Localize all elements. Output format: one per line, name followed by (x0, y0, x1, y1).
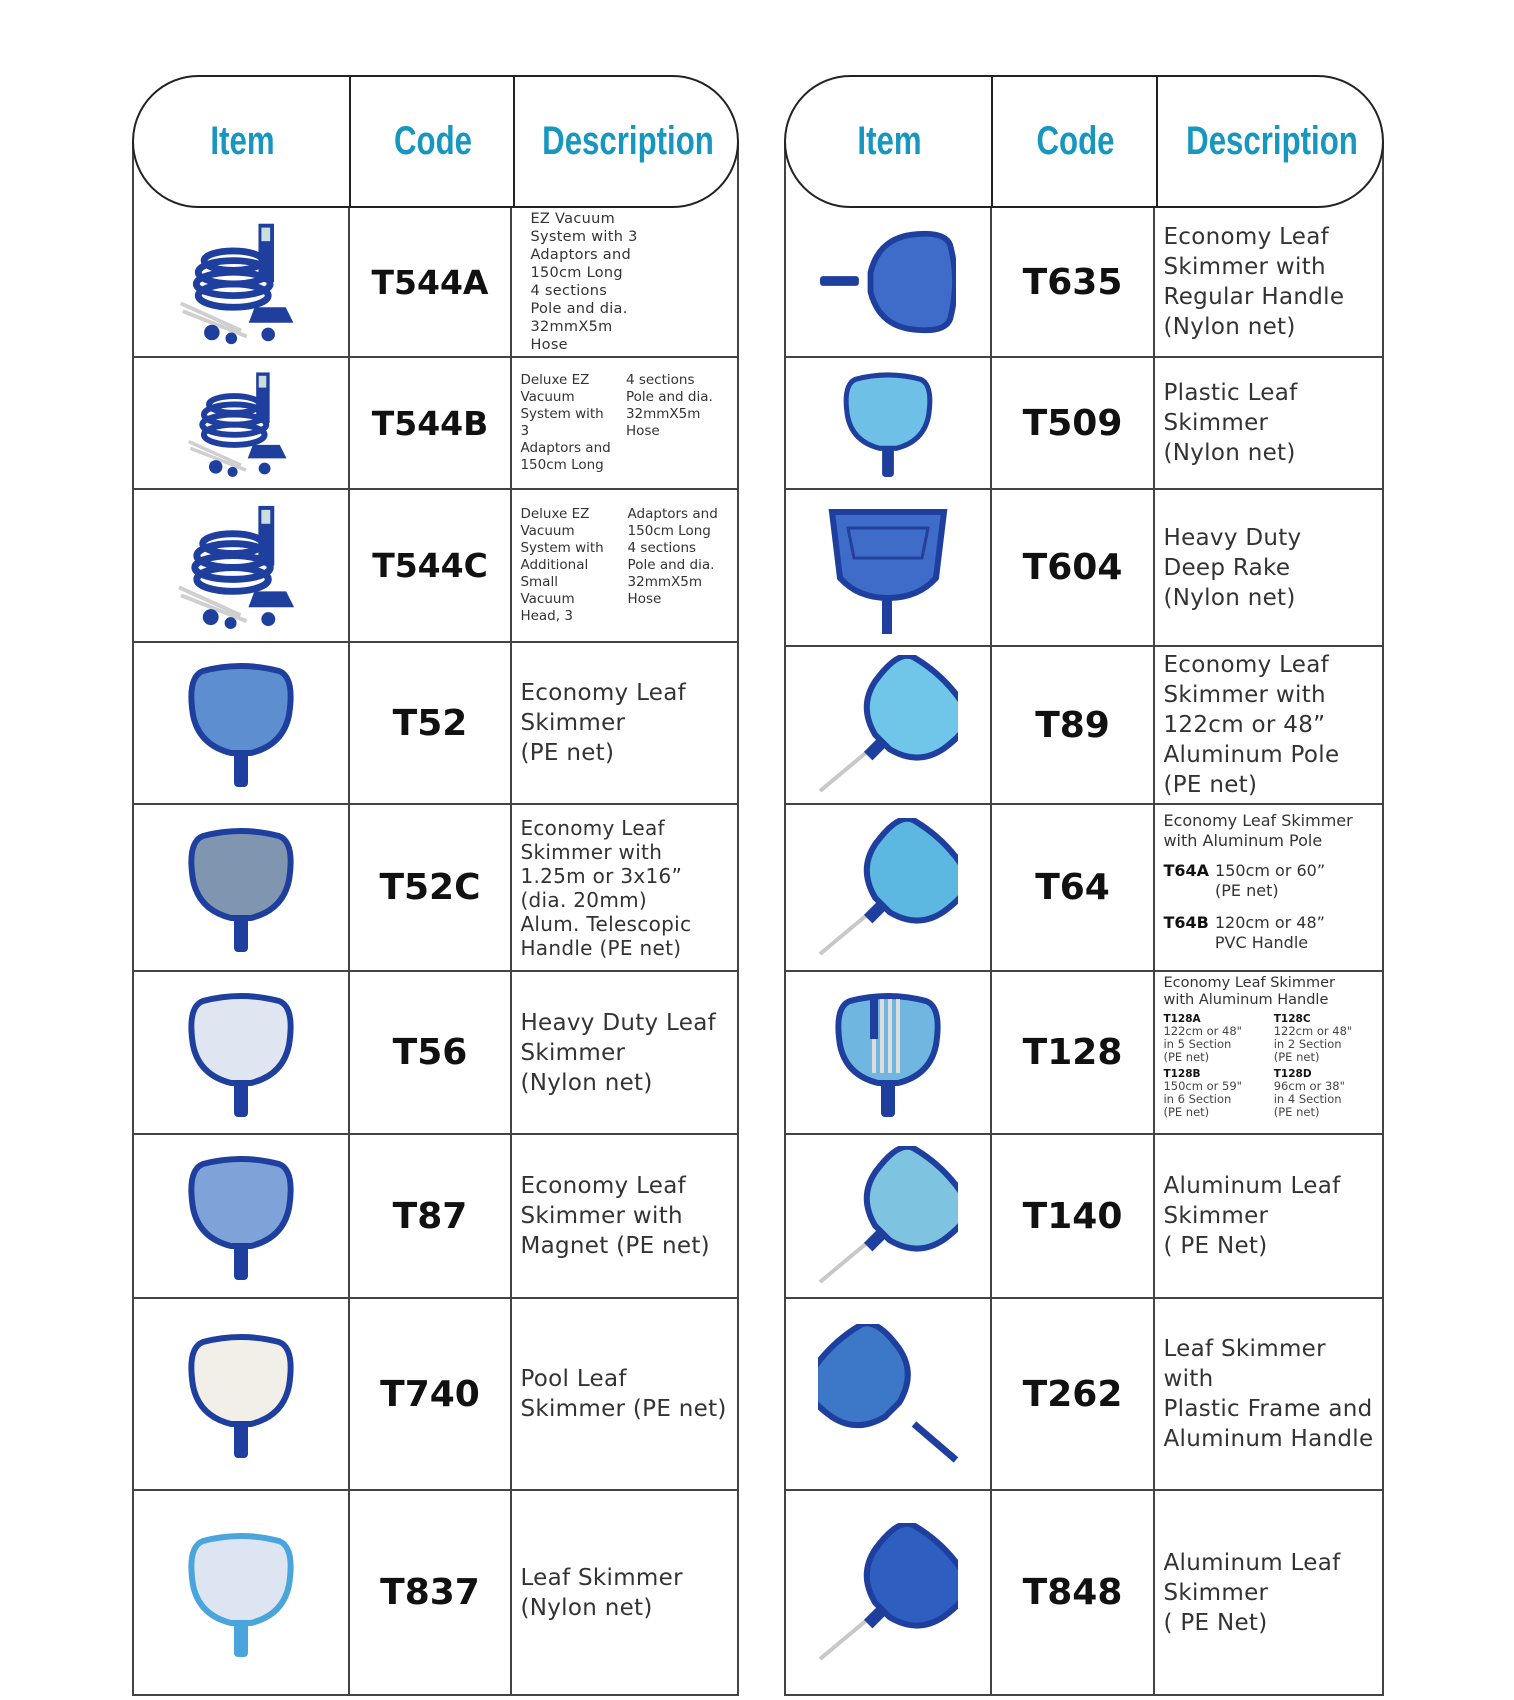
product-description (512, 1491, 737, 1694)
header-item: Item (210, 119, 275, 163)
product-description (1155, 1299, 1382, 1489)
product-description (512, 1135, 737, 1297)
description-text: 4 sections Pole and dia. 32mmX5m Hose (625, 372, 713, 439)
product-code: T262 (992, 1299, 1156, 1489)
product-code: T509 (992, 358, 1156, 488)
product-description (512, 490, 737, 641)
variant-code: T128D (1273, 1068, 1312, 1080)
product-code: T89 (992, 647, 1156, 803)
table-header (132, 75, 739, 208)
header-item: Item (857, 119, 922, 163)
variant-text: 122cm or 48" in 5 Section (PE net) (1163, 1024, 1242, 1064)
product-code: T848 (992, 1491, 1156, 1694)
header-code: Code (394, 119, 472, 163)
description-intro: Economy Leaf Skimmer with Aluminum Pole (1163, 811, 1353, 850)
skimmer-pole-down-right-icon (818, 1324, 958, 1464)
product-description (512, 805, 737, 970)
description-text: Economy Leaf Skimmer (PE net) (520, 680, 687, 766)
skimmer-handle-down-icon (171, 818, 311, 958)
product-description (512, 208, 737, 356)
description-columns (520, 506, 720, 625)
variant-code: T128C (1273, 1013, 1311, 1025)
item-image-cell (786, 1299, 992, 1489)
item-image-cell (134, 490, 350, 641)
product-description (1155, 358, 1382, 488)
product-description (1155, 972, 1382, 1133)
item-image-cell (134, 208, 350, 356)
item-image-cell (786, 1491, 992, 1694)
variant-code: T128B (1163, 1068, 1201, 1080)
skimmer-pole-down-left-icon (818, 1146, 958, 1286)
table-row (786, 490, 1382, 647)
item-image-cell (134, 358, 350, 488)
table-row (786, 1491, 1382, 1696)
variant-list (1163, 975, 1376, 1119)
variant-code: T64B (1163, 913, 1209, 932)
product-description (1155, 1135, 1382, 1297)
table-row (134, 490, 737, 643)
product-code: T635 (992, 208, 1156, 356)
variant-item (1274, 1013, 1376, 1064)
product-code: T52 (350, 643, 513, 803)
description-text: Deluxe EZ Vacuum System with Additional Small Vacuum Head, 3 (520, 506, 604, 624)
header-description: Description (1186, 119, 1358, 163)
variant-item (1163, 861, 1376, 901)
vacuum-kit-icon (173, 214, 309, 350)
table-row (134, 1491, 737, 1696)
product-description (1155, 208, 1382, 356)
table-row (134, 805, 737, 972)
vacuum-kit-icon (171, 496, 310, 635)
variant-item (1163, 1068, 1265, 1119)
description-intro: Economy Leaf Skimmer with Aluminum Handle (1163, 975, 1335, 1008)
description-text: Deluxe EZ Vacuum System with 3 Adaptors and 150cm Long (520, 372, 611, 473)
table-row (786, 972, 1382, 1135)
product-table-left (132, 75, 739, 1696)
item-image-cell (134, 1135, 350, 1297)
variant-code: T128A (1163, 1013, 1201, 1025)
table-row (134, 643, 737, 805)
description-text: Aluminum Leaf Skimmer ( PE Net) (1163, 1173, 1341, 1259)
product-code: T544A (350, 208, 513, 356)
description-text: Economy Leaf Skimmer with 1.25m or 3x16” (dia. 20mm) Alum. Telescopic Handle (PE net) (520, 815, 692, 960)
variant-text: 96cm or 38" in 4 Section (PE net) (1273, 1079, 1345, 1119)
description-text: EZ Vacuum System with 3 Adaptors and 150cm Long 4 sections Pole and dia. 32mmX5m Hose (530, 211, 638, 353)
product-code: T87 (350, 1135, 513, 1297)
variant-list (1163, 811, 1376, 965)
item-image-cell (134, 1299, 350, 1489)
table-row (134, 208, 737, 358)
product-description (512, 358, 737, 488)
table-body (784, 142, 1384, 1696)
table-row (134, 358, 737, 490)
table-row (786, 1135, 1382, 1299)
product-description (512, 643, 737, 803)
description-text: Aluminum Leaf Skimmer ( PE Net) (1163, 1549, 1341, 1636)
table-row (134, 1135, 737, 1299)
skimmer-handle-down-light-icon (171, 1523, 311, 1663)
description-text: Heavy Duty Leaf Skimmer (Nylon net) (520, 1009, 717, 1096)
skimmer-pole-down-left-icon (818, 655, 958, 795)
vacuum-kit-icon (182, 364, 300, 482)
item-image-cell (786, 490, 992, 645)
variant-item (1274, 1068, 1376, 1119)
product-code: T837 (350, 1491, 513, 1694)
product-code: T604 (992, 490, 1156, 645)
table-row (786, 1299, 1382, 1491)
skimmer-pole-down-left-icon (818, 1523, 958, 1663)
description-text: Plastic Leaf Skimmer (Nylon net) (1163, 380, 1298, 466)
header-description: Description (542, 119, 714, 163)
description-text: Economy Leaf Skimmer with Magnet (PE net) (520, 1173, 710, 1259)
table-row (786, 805, 1382, 972)
product-description (1155, 805, 1382, 970)
product-description (1155, 490, 1382, 645)
description-text: Leaf Skimmer with Plastic Frame and Aluminum Handle (1163, 1336, 1374, 1452)
table-row (786, 358, 1382, 490)
product-table-right (784, 75, 1384, 1696)
variant-item (1163, 1013, 1265, 1064)
item-image-cell (786, 1135, 992, 1297)
item-image-cell (786, 358, 992, 488)
item-image-cell (786, 972, 992, 1133)
variant-item (1163, 913, 1376, 953)
product-description (1155, 1491, 1382, 1694)
skimmer-handle-down-icon (171, 983, 311, 1123)
item-image-cell (786, 805, 992, 970)
table-row (786, 208, 1382, 358)
product-code: T740 (350, 1299, 513, 1489)
table-row (786, 647, 1382, 805)
product-code: T128 (992, 972, 1156, 1133)
product-code: T64 (992, 805, 1156, 970)
product-code: T544B (350, 358, 513, 488)
variant-text: 150cm or 59" in 6 Section (PE net) (1163, 1079, 1242, 1119)
product-code: T544C (350, 490, 513, 641)
item-image-cell (134, 643, 350, 803)
variant-text: 150cm or 60” (PE net) (1215, 861, 1326, 900)
variant-text: 122cm or 48" in 2 Section (PE net) (1273, 1024, 1353, 1064)
description-text: Heavy Duty Deep Rake (Nylon net) (1163, 524, 1302, 611)
item-image-cell (134, 1491, 350, 1694)
item-image-cell (786, 647, 992, 803)
description-text: Pool Leaf Skimmer (PE net) (520, 1366, 727, 1422)
skimmer-handle-down-icon (171, 1324, 311, 1464)
product-code: T56 (350, 972, 513, 1133)
skimmer-handle-down-icon (171, 1146, 311, 1286)
skimmer-handle-left-icon (820, 214, 956, 350)
item-image-cell (134, 805, 350, 970)
variant-text: 120cm or 48” PVC Handle (1214, 913, 1325, 952)
product-description (1155, 647, 1382, 803)
deep-rake-icon (818, 498, 958, 638)
product-code: T140 (992, 1135, 1156, 1297)
skimmer-handle-down-icon (829, 364, 947, 482)
skimmer-pole-down-left-icon (818, 818, 958, 958)
description-text: Economy Leaf Skimmer with 122cm or 48” Aluminum Pole (PE net) (1163, 652, 1340, 798)
product-code: T52C (350, 805, 513, 970)
skimmer-handle-down-poles-icon (818, 983, 958, 1123)
table-header (784, 75, 1384, 208)
product-description (512, 1299, 737, 1489)
product-description (512, 972, 737, 1133)
description-text: Economy Leaf Skimmer with Regular Handle (Nylon net) (1163, 224, 1345, 340)
table-row (134, 1299, 737, 1491)
header-code: Code (1036, 119, 1115, 163)
description-text: Leaf Skimmer (Nylon net) (520, 1564, 683, 1621)
table-body (132, 142, 739, 1696)
variant-code: T64A (1163, 861, 1210, 880)
description-columns (520, 372, 717, 474)
item-image-cell (134, 972, 350, 1133)
skimmer-handle-down-icon (171, 653, 311, 793)
description-text: Adaptors and 150cm Long 4 sections Pole and dia. 32mmX5m Hose (627, 506, 718, 607)
table-row (134, 972, 737, 1135)
item-image-cell (786, 208, 992, 356)
